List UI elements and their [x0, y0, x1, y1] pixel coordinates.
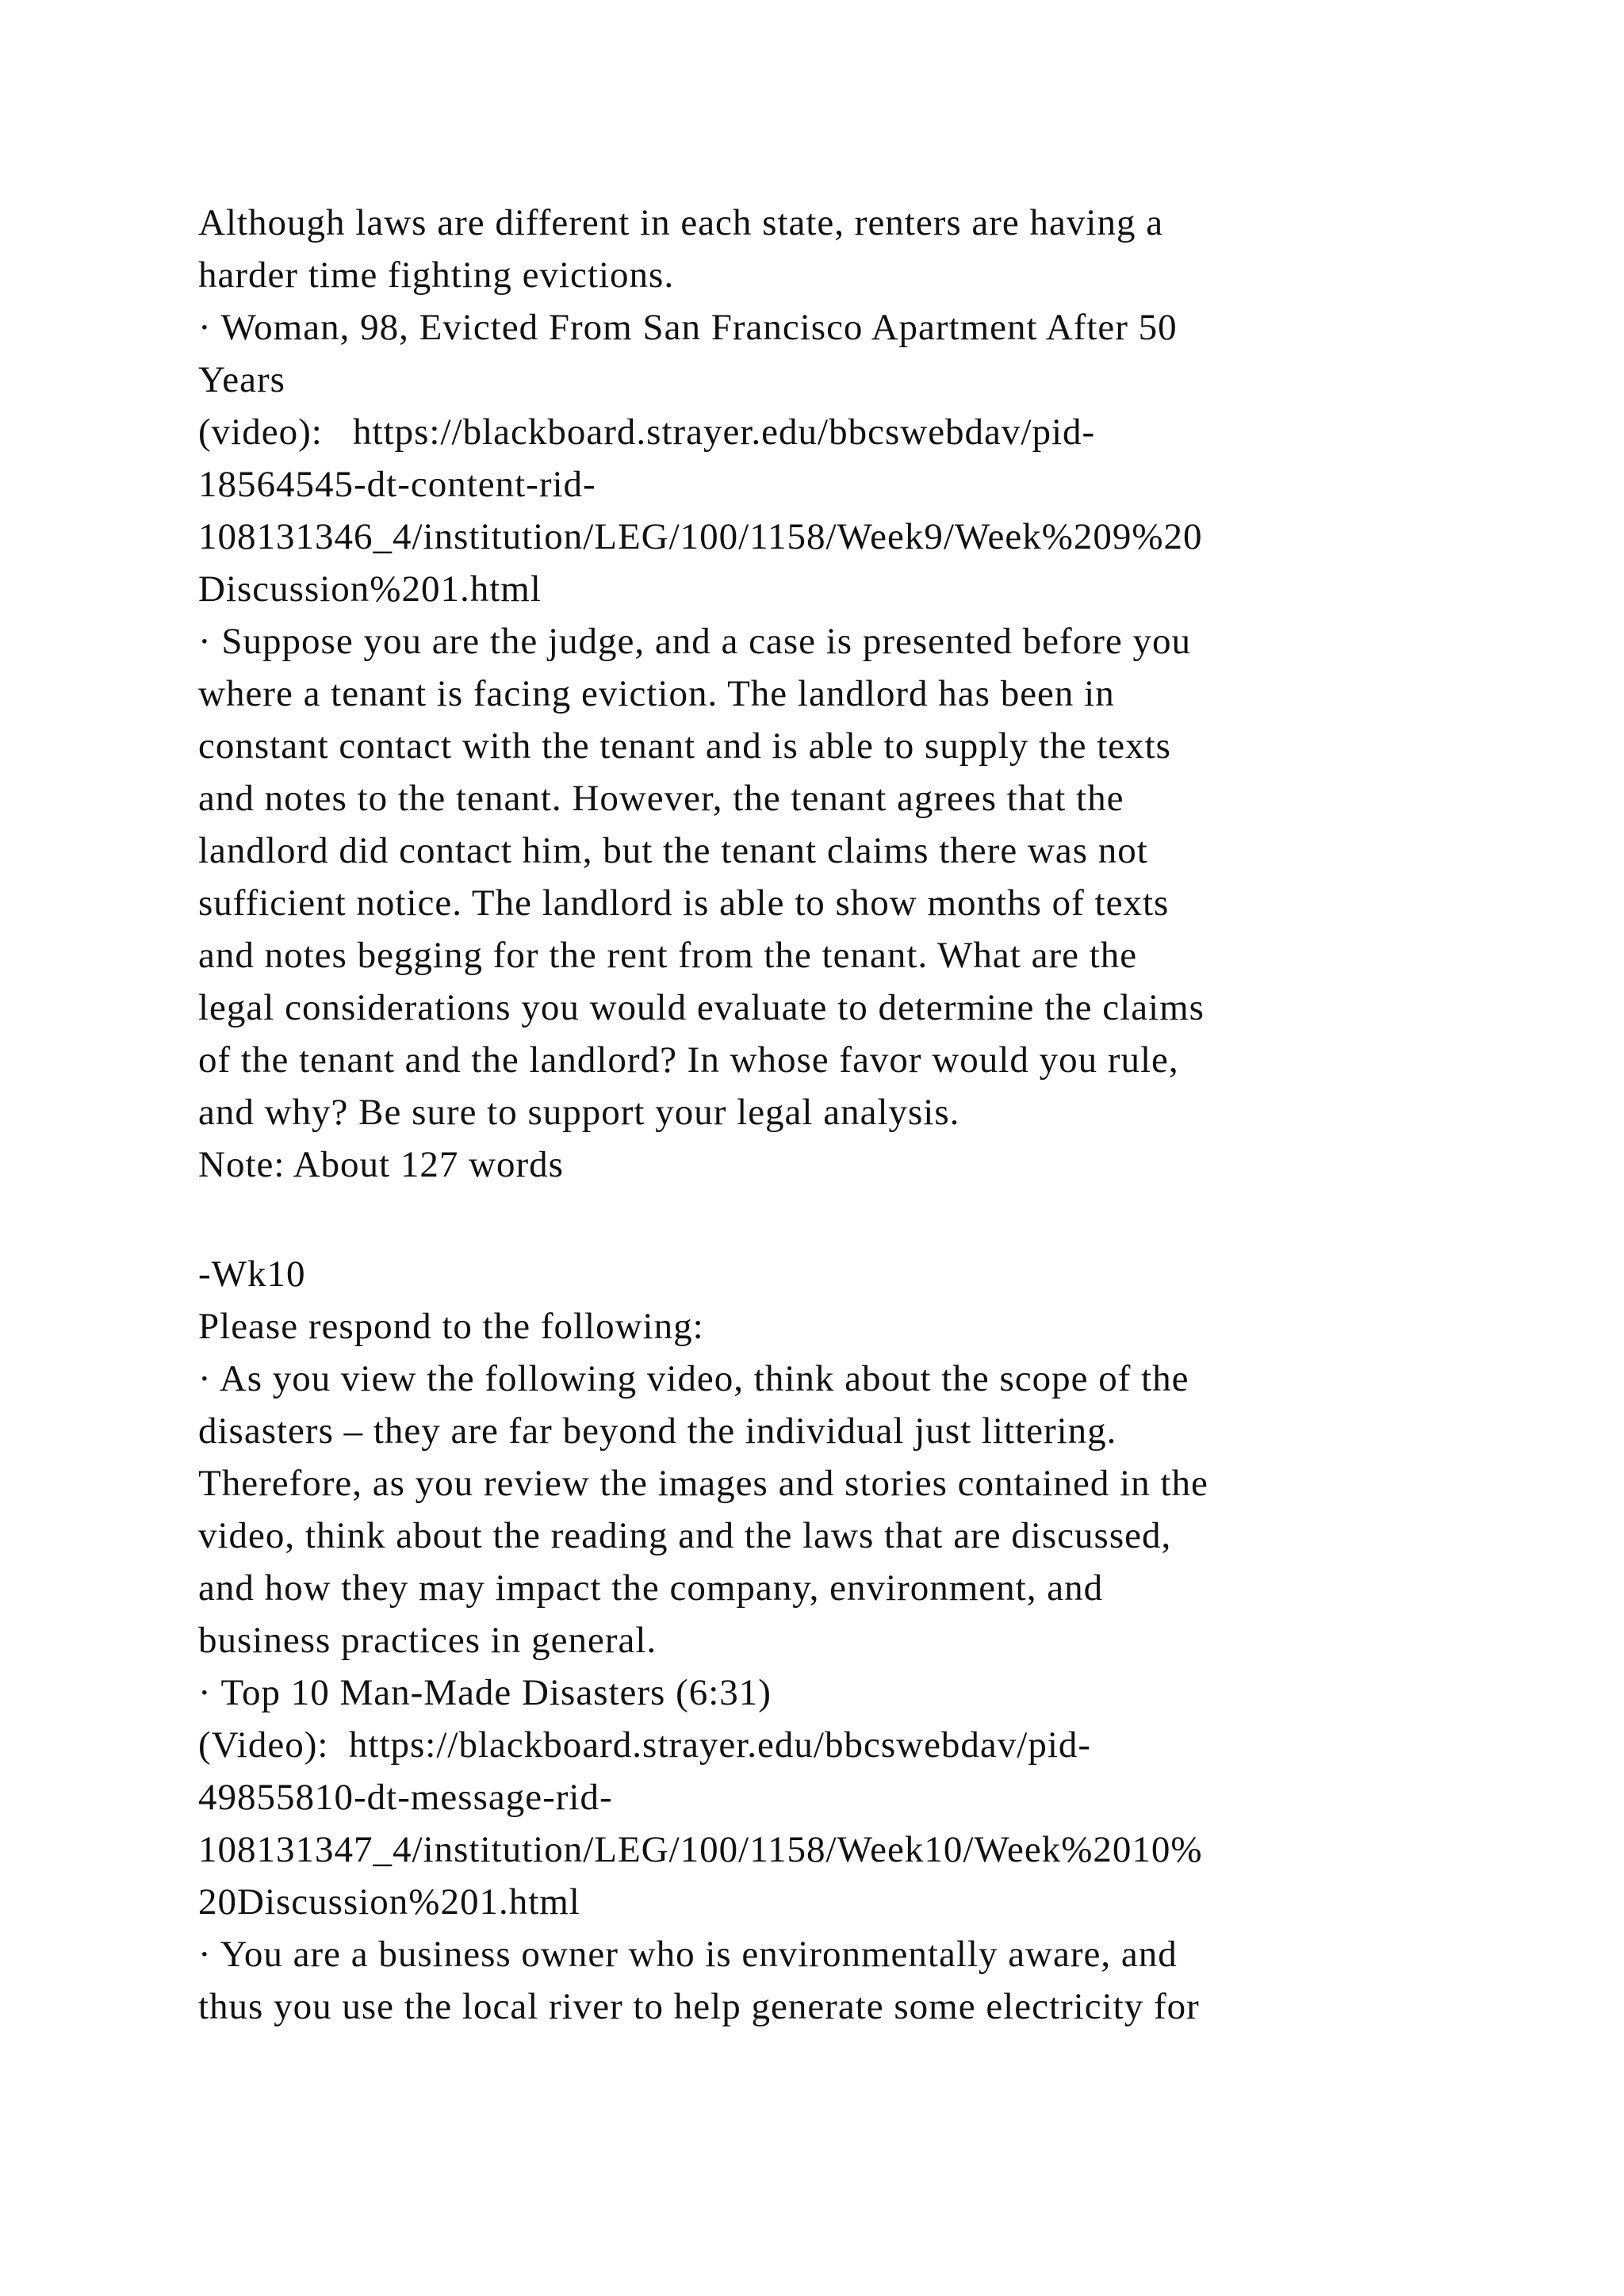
video-url-line: (video): https://blackboard.strayer.edu/bbcswebdav/pid- — [198, 411, 1096, 453]
video-url-line: 20Discussion%201.html — [198, 1881, 580, 1923]
section-wk10-discussion — [198, 1248, 1562, 2033]
text-line: and notes to the tenant. However, the tenant agrees that the — [198, 778, 1124, 819]
video-url-line: 49855810-dt-message-rid- — [198, 1777, 613, 1818]
bullet-line: · You are a business owner who is environmentally aware, and — [198, 1934, 1178, 1975]
word-count-note: Note: About 127 words — [198, 1144, 564, 1185]
text-line: and why? Be sure to support your legal analysis. — [198, 1092, 960, 1133]
bullet-line: · Suppose you are the judge, and a case is presented before you — [198, 621, 1191, 662]
text-line: and notes begging for the rent from the tenant. What are the — [198, 935, 1138, 976]
video-url-line: Discussion%201.html — [198, 568, 542, 610]
text-line: harder time fighting evictions. — [198, 254, 675, 296]
text-line: Please respond to the following: — [198, 1306, 704, 1347]
text-line: legal considerations you would evaluate to determine the claims — [198, 987, 1205, 1028]
section-eviction-discussion — [198, 197, 1562, 1191]
bullet-line: · Top 10 Man-Made Disasters (6:31) — [198, 1672, 772, 1713]
video-url-line: (Video): https://blackboard.strayer.edu/bbcswebdav/pid- — [198, 1724, 1092, 1766]
bullet-line: · Woman, 98, Evicted From San Francisco Apartment After 50 — [198, 307, 1178, 348]
video-url-line: 108131346_4/institution/LEG/100/1158/Week9/Week%209%20 — [198, 516, 1203, 557]
text-line: where a tenant is facing eviction. The landlord has been in — [198, 673, 1115, 714]
text-line: thus you use the local river to help generate some electricity for — [198, 1986, 1200, 2027]
text-line: disasters – they are far beyond the individual just littering. — [198, 1410, 1117, 1452]
video-url-line: 108131347_4/institution/LEG/100/1158/Week10/Week%2010% — [198, 1829, 1203, 1870]
text-line: business practices in general. — [198, 1620, 657, 1661]
text-line: Although laws are different in each state, renters are having a — [198, 202, 1164, 243]
text-line: Therefore, as you review the images and stories contained in the — [198, 1463, 1208, 1504]
text-line: constant contact with the tenant and is able to supply the texts — [198, 725, 1171, 767]
text-line: video, think about the reading and the laws that are discussed, — [198, 1515, 1172, 1556]
bullet-line: · As you view the following video, think about the scope of the — [198, 1358, 1189, 1399]
video-url-line: 18564545-dt-content-rid- — [198, 464, 596, 505]
text-line: Years — [198, 359, 285, 400]
text-line: sufficient notice. The landlord is able to show months of texts — [198, 882, 1170, 924]
text-line: and how they may impact the company, environment, and — [198, 1567, 1104, 1609]
week-heading: -Wk10 — [198, 1253, 306, 1295]
text-line: of the tenant and the landlord? In whose favor would you rule, — [198, 1039, 1179, 1081]
text-line: landlord did contact him, but the tenant claims there was not — [198, 830, 1148, 871]
